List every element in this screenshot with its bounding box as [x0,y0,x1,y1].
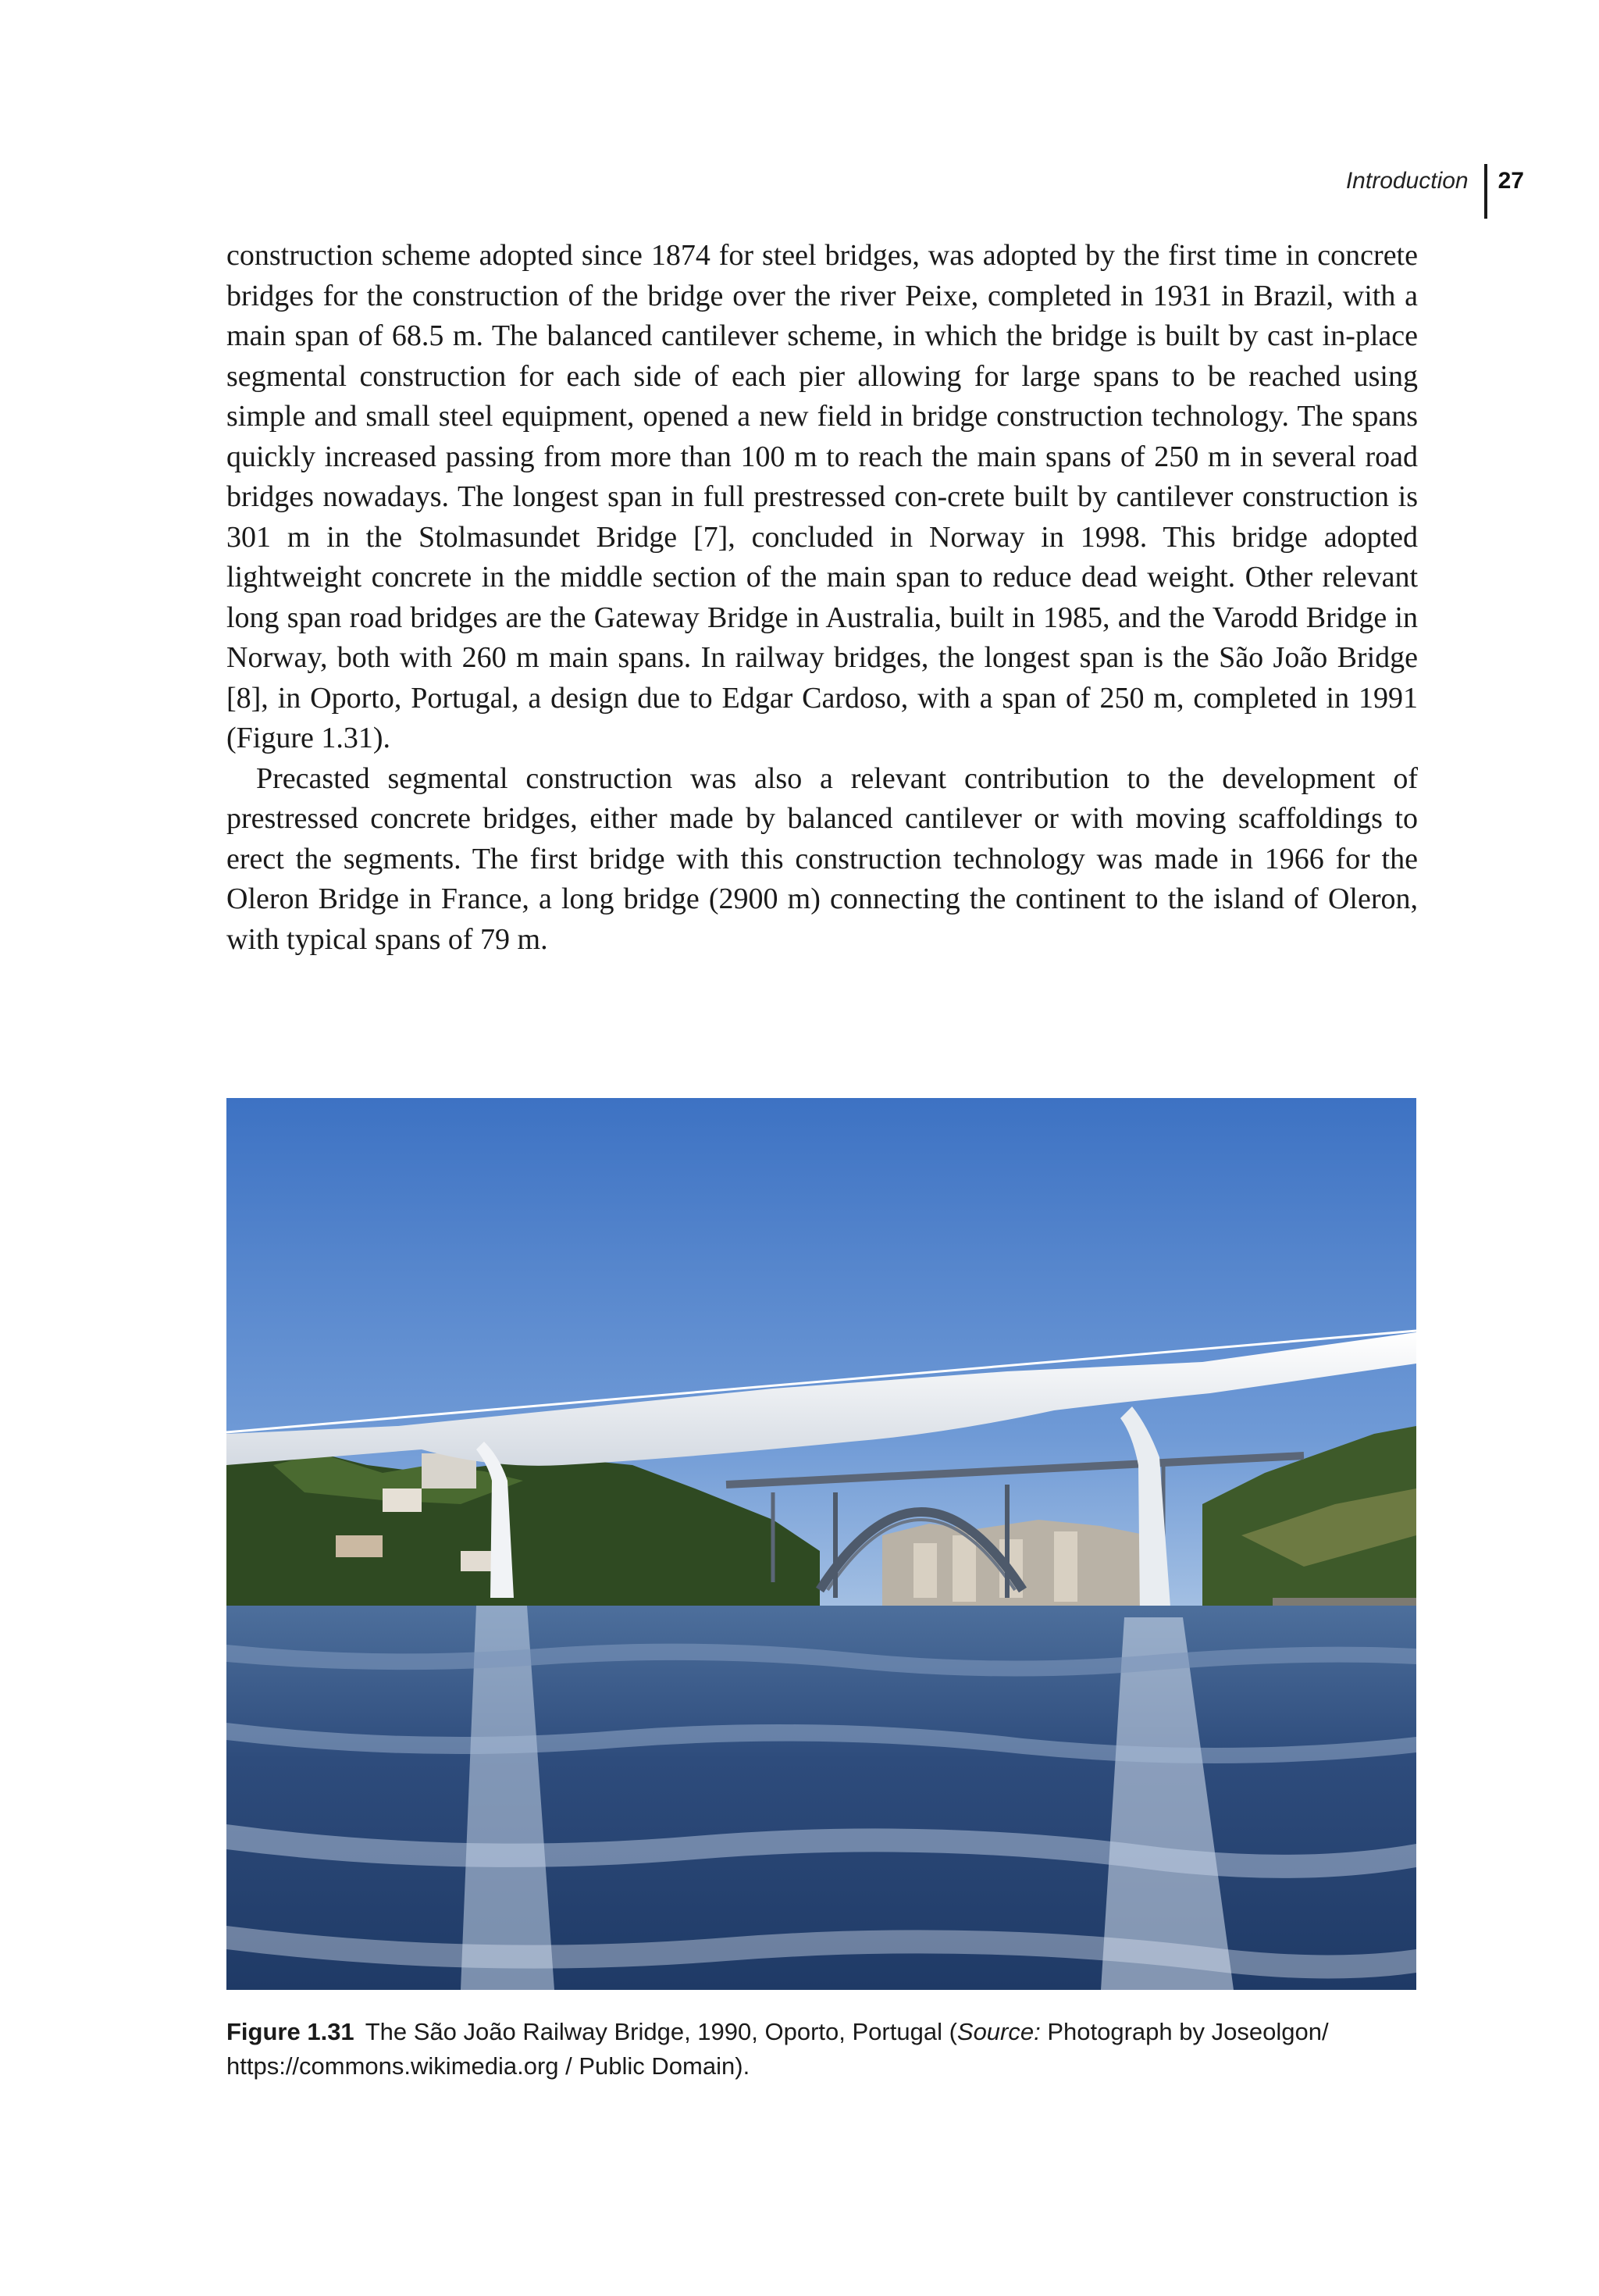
figure-label: Figure 1.31 [226,2018,354,2045]
running-title: Introduction [1345,168,1469,194]
caption-text: The São João Railway Bridge, 1990, Oporto, Portugal ( [365,2018,957,2045]
running-header [1346,164,1524,219]
caption-source-text: Photograph by Joseolgon/ https://commons.wikimedia.org / Public Domain). [226,2018,1329,2080]
figure-caption [226,2015,1421,2084]
paragraph: Precasted segmental construction was also a relevant contribution to the development of prestressed concrete bridges, either made by balanced cantilever or with moving scaffoldings to erect the segments. The first bridge with this construction technology was made in 1966 for the Oleron Bridge in France, a long bridge (2900 m) connecting the continent to the island of Oleron, with typical spans of 79 m. [226,761,1418,956]
paragraph: construction scheme adopted since 1874 for steel bridges, was adopted by the first time in concrete bridges for the construction of the bridge over the river Peixe, completed in 1931 in Brazil, with a main span of 68.5 m. The balanced cantilever scheme, in which the bridge is built by cast in-place segmental construction for each side of each pier allowing for large spans to be reached using simple and small steel equipment, opened a new field in bridge construction technology. The spans quickly increased passing from more than 100 m to reach the main spans of 250 m in several road bridges nowadays. The longest span in full prestressed con-crete built by cantilever construction is 301 m in the Stolmasundet Bridge [7], concluded in Norway in 1998. This bridge adopted lightweight concrete in the middle section of the main span to reduce dead weight. Other relevant long span road bridges are the Gateway Bridge in Australia, built in 1985, and the Varodd Bridge in Norway, both with 260 m main spans. In railway bridges, the longest span is the São João Bridge [8], in Oporto, Portugal, a design due to Edgar Cardoso, with a span of 250 m, completed in 1991 (Figure 1.31). [226,239,1418,754]
page-number: 27 [1498,168,1524,194]
body-text [226,236,1418,960]
bridge-photo [226,1098,1416,1990]
caption-source-label: Source: [956,2018,1041,2045]
